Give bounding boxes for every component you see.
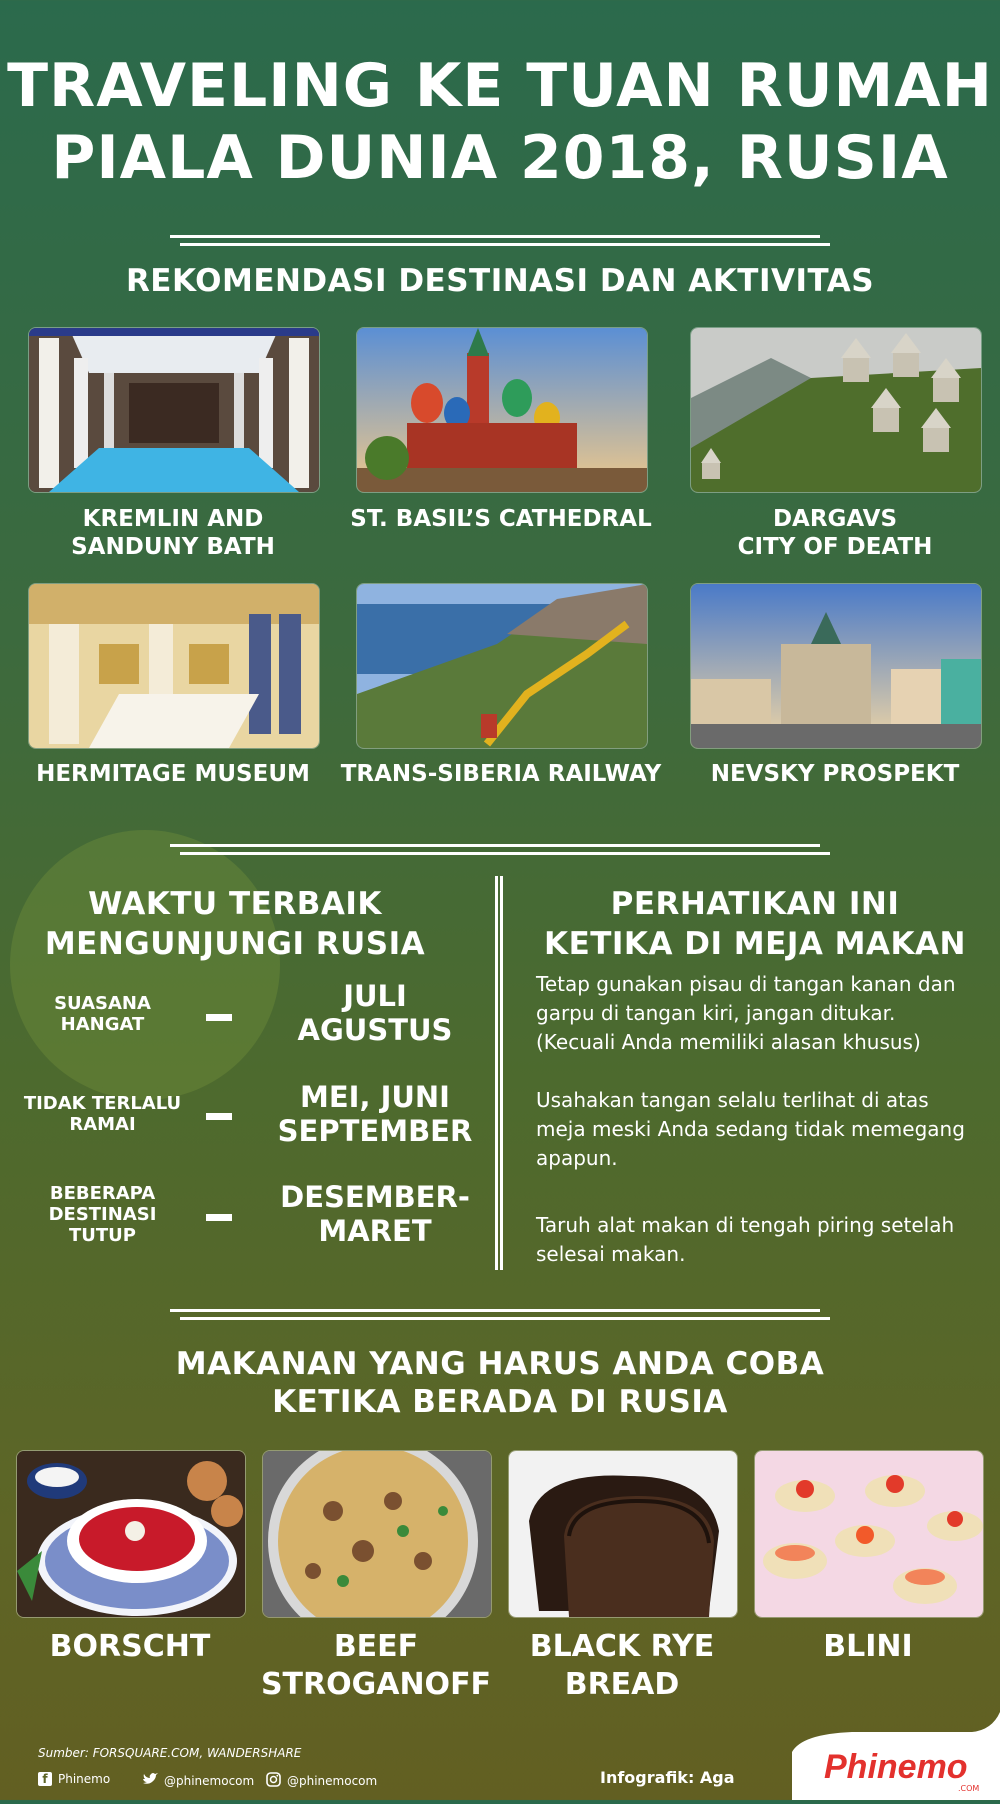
facebook-icon: f [38, 1772, 52, 1786]
brand-logo-suffix: .COM [958, 1784, 980, 1793]
black-rye-bread-photo [508, 1450, 738, 1618]
destinations-heading: REKOMENDASI DESTINASI DAN AKTIVITAS [125, 263, 875, 299]
food-caption-beef-stroganoff: BEEF STROGANOFF [260, 1629, 492, 1702]
best-time-months-2: MEI, JUNI SEPTEMBER [277, 1080, 473, 1148]
food-heading: MAKANAN YANG HARUS ANDA COBA KETIKA BERADA DI RUSIA [175, 1346, 825, 1420]
hermitage-photo [28, 583, 320, 749]
divider-rule [170, 234, 830, 248]
dest-caption-st-basil: ST. BASIL’S CATHEDRAL [350, 506, 652, 532]
nevsky-photo [690, 583, 982, 749]
vertical-divider [494, 876, 504, 1270]
etiquette-tip-3: Taruh alat makan di tengah piring setelah selesai makan. [536, 1213, 955, 1266]
dest-caption-kremlin: KREMLIN AND SANDUNY BATH [71, 506, 275, 560]
best-time-label-3: BEBERAPA DESTINASI TUTUP [48, 1183, 157, 1246]
etiquette-tip-1: Tetap gunakan pisau di tangan kanan dan garpu di tangan kiri, jangan ditukar. (Kecuali Anda memiliki alasan khusus) [536, 972, 956, 1054]
divider-rule [170, 843, 830, 857]
food-caption-black-rye-bread: BLACK RYE BREAD [529, 1629, 715, 1702]
borscht-photo [16, 1450, 246, 1618]
page-title [0, 50, 1000, 194]
blini-photo [754, 1450, 984, 1618]
food-caption-blini: BLINI [823, 1629, 913, 1664]
st-basil-photo [356, 327, 648, 493]
instagram-link[interactable]: @phinemocom [266, 1772, 377, 1790]
best-time-heading: WAKTU TERBAIK MENGUNJUNGI RUSIA [44, 886, 426, 962]
best-time-months-3: DESEMBER- MARET [280, 1180, 470, 1248]
credit-text: Infografik: Aga [600, 1768, 735, 1787]
dest-caption-dargavs: DARGAVS CITY OF DEATH [737, 506, 933, 560]
brand-logo[interactable]: Phinemo [824, 1748, 968, 1786]
source-text: Sumber: FORSQUARE.COM, WANDERSHARE [38, 1746, 302, 1760]
dash [206, 1014, 232, 1021]
best-time-label-1: SUASANA HANGAT [54, 993, 151, 1035]
dest-caption-hermitage: HERMITAGE MUSEUM [36, 761, 310, 787]
dargavs-photo [690, 327, 982, 493]
twitter-link[interactable]: @phinemocom [142, 1772, 254, 1789]
etiquette-tip-2: Usahakan tangan selalu terlihat di atas meja meski Anda sedang tidak memegang apapun. [536, 1088, 965, 1170]
instagram-icon [266, 1772, 281, 1790]
dest-caption-trans-siberia: TRANS-SIBERIA RAILWAY [340, 761, 662, 787]
etiquette-heading: PERHATIKAN INI KETIKA DI MEJA MAKAN [544, 886, 966, 962]
title-line-2: PIALA DUNIA 2018, RUSIA [51, 123, 949, 193]
food-caption-borscht: BORSCHT [49, 1629, 211, 1664]
twitter-icon [142, 1772, 158, 1789]
best-time-label-2: TIDAK TERLALU RAMAI [23, 1093, 182, 1135]
trans-siberia-photo [356, 583, 648, 749]
background-sun-decoration [10, 830, 280, 1100]
dest-caption-nevsky: NEVSKY PROSPEKT [710, 761, 960, 787]
title-line-1: TRAVELING KE TUAN RUMAH [7, 51, 993, 121]
dash [206, 1214, 232, 1221]
divider-rule [170, 1308, 830, 1322]
kremlin-bath-photo [28, 327, 320, 493]
facebook-link[interactable]: f Phinemo [38, 1772, 110, 1786]
beef-stroganoff-photo [262, 1450, 492, 1618]
best-time-months-1: JULI AGUSTUS [297, 979, 453, 1047]
dash [206, 1113, 232, 1120]
